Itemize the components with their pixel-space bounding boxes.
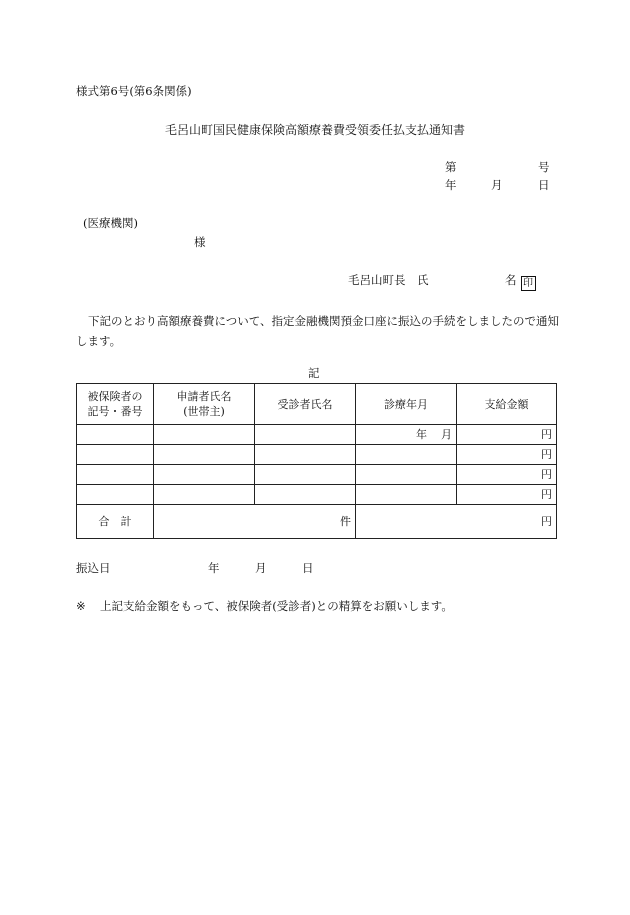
cell-insured-number [77, 425, 154, 445]
sender-title: 毛呂山町長 氏 [348, 273, 429, 287]
month-unit: 月 [441, 428, 452, 441]
note-text: 上記支給金額をもって、被保険者(受診者)との精算をお願いします。 [100, 599, 453, 613]
recipient-honorific: 様 [194, 235, 206, 249]
header-treatment-month: 診療年月 [356, 384, 457, 425]
sender-name-label [505, 275, 536, 291]
cell-applicant-name [154, 425, 255, 445]
table-header-row [77, 384, 557, 425]
date-year: 年 [445, 178, 457, 192]
recipient-org-label: (医療機関) [83, 216, 138, 230]
cell-patient-name [255, 425, 356, 445]
header-insured-number: 被保険者の 記号・番号 [77, 384, 154, 425]
total-label: 合 計 [77, 505, 154, 539]
header-applicant-name: 申請者氏名 (世帯主) [154, 384, 255, 425]
table-row [77, 485, 557, 505]
seal-box: 印 [521, 276, 536, 291]
cell-amount-yen: 円 [457, 485, 557, 505]
total-count-unit: 件 [154, 505, 356, 539]
table-row [77, 445, 557, 465]
document-title: 毛呂山町国民健康保険高額療養費受領委任払支払通知書 [164, 123, 465, 137]
table-total-row [77, 505, 557, 539]
total-amount-yen: 円 [356, 505, 557, 539]
cell-amount-yen: 円 [457, 425, 557, 445]
transfer-year: 年 [208, 561, 220, 575]
transfer-month: 月 [255, 561, 267, 575]
doc-number-suffix: 号 [538, 160, 550, 174]
body-text: 下記のとおり高額療養費について、指定金融機関預金口座に振込の手続をしましたので通知します。 [76, 314, 560, 348]
table-row [77, 465, 557, 485]
date-month: 月 [491, 178, 503, 192]
transfer-day: 日 [302, 561, 314, 575]
header-payment-amount: 支給金額 [457, 384, 557, 425]
cell-treatment-month [356, 425, 457, 445]
date-day: 日 [538, 178, 550, 192]
table-row [77, 425, 557, 445]
sender-name-text: 名 [505, 273, 517, 287]
cell-amount-yen: 円 [457, 465, 557, 485]
header-patient-name: 受診者氏名 [255, 384, 356, 425]
cell-amount-yen: 円 [457, 445, 557, 465]
payment-table [76, 383, 557, 539]
transfer-date-label: 振込日 [76, 561, 111, 575]
form-number: 様式第6号(第6条関係) [76, 84, 192, 98]
year-unit: 年 [416, 428, 427, 441]
record-mark: 記 [308, 366, 320, 380]
note-mark: ※ [76, 599, 86, 613]
doc-number-prefix: 第 [445, 160, 457, 174]
